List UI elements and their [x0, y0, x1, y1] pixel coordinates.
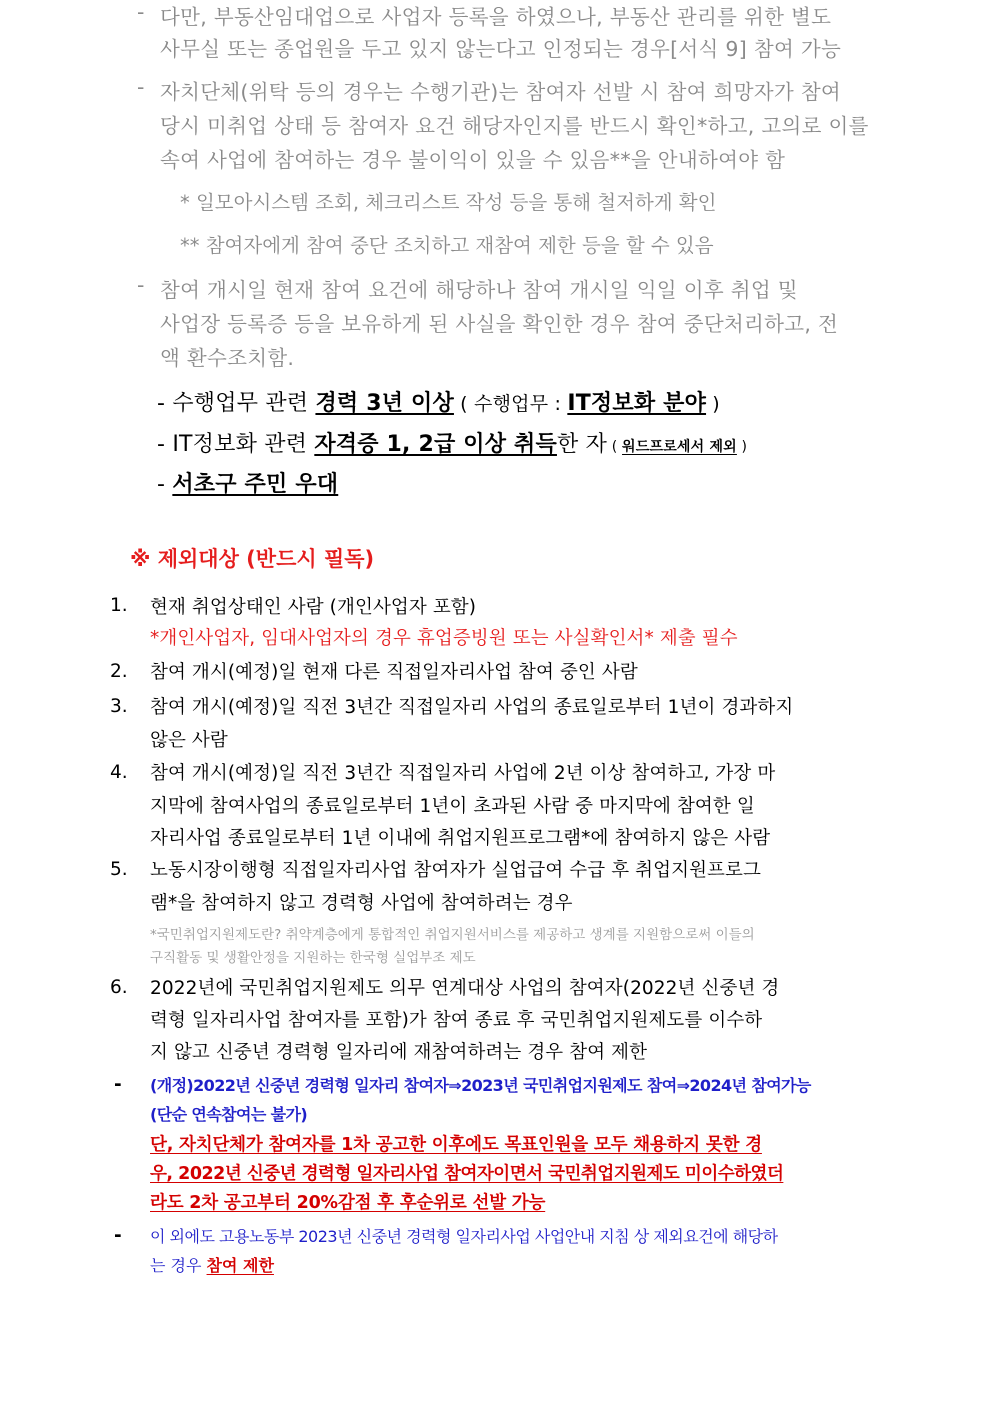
revision-note: (개정)2022년 신중년 경력형 일자리 참여자⇒2023년 국민취업지원제도 참여⇒2024년 참여가능: [150, 1076, 811, 1095]
guide-b2-line2: 당시 미취업 상태 등 참여자 요건 해당자인지를 반드시 확인*하고, 고의로 이를: [160, 114, 869, 138]
preference-career-field: IT정보화 분야: [567, 391, 707, 416]
exclusion-heading: ※ 제외대상 (반드시 필독): [130, 547, 375, 571]
item-text: 현재 취업상태인 사람 (개인사업자 포함): [150, 597, 477, 618]
other-exclusion: 이 외에도 고용노동부 2023년 신중년 경력형 일자리사업 사업안내 지침 상 제외요건에 해당하: [150, 1227, 778, 1246]
preference-certificate-close: ): [736, 439, 748, 455]
other-exclusion-line2: [150, 1253, 274, 1276]
revision-note-detail: (단순 연속참여는 불가): [150, 1105, 308, 1124]
item-text: 참여 개시(예정)일 직전 3년간 직접일자리 사업의 종료일로부터 1년이 경과하지: [150, 697, 794, 718]
item-note: *개인사업자, 임대사업자의 경우 휴업증빙원 또는 사실확인서* 제출 필수: [150, 628, 738, 649]
bullet-dash: -: [137, 273, 145, 297]
item-text: 않은 사람: [150, 730, 228, 751]
guide-b3-line3: 액 환수조치함.: [160, 346, 295, 370]
item-dash: -: [114, 1074, 122, 1095]
preference-career-close: ): [706, 393, 720, 415]
participation-limit: 참여 제한: [206, 1256, 274, 1275]
item-text: 노동시장이행형 직접일자리사업 참여자가 실업급여 수급 후 취업지원프로그: [150, 860, 761, 881]
item-text: 램*을 참여하지 않고 경력형 사업에 참여하려는 경우: [150, 893, 573, 914]
preference-career: [157, 386, 720, 417]
preference-resident-text: 서초구 주민 우대: [172, 472, 339, 497]
preference-certificate-suffix: 한 자: [556, 432, 608, 457]
guide-b2-note2: ** 참여자에게 참여 중단 조치하고 재참여 제한 등을 할 수 있음: [180, 234, 714, 257]
item-text: 력형 일자리사업 참여자를 포함)가 참여 종료 후 국민취업지원제도를 이수하: [150, 1010, 763, 1031]
bullet-dash: -: [137, 75, 145, 99]
item-text: 참여 개시(예정)일 현재 다른 직접일자리사업 참여 중인 사람: [150, 662, 638, 683]
guide-b3-line1: 참여 개시일 현재 참여 요건에 해당하나 참여 개시일 익일 이후 취업 및: [160, 278, 798, 302]
guide-b2-note1: * 일모아시스템 조회, 체크리스트 작성 등을 통해 철저하게 확인: [180, 191, 717, 214]
preference-certificate: [157, 427, 747, 458]
exception-line: 우, 2022년 신중년 경력형 일자리사업 참여자이면서 국민취업지원제도 미이수하였더: [150, 1164, 784, 1184]
item-number: 5.: [110, 859, 128, 880]
guide-b2-line3: 속여 사업에 참여하는 경우 불이익이 있을 수 있음**을 안내하여야 함: [160, 148, 786, 172]
exception-line: 라도 2차 공고부터 20%감점 후 후순위로 선발 가능: [150, 1193, 546, 1213]
exception-line: 단, 자치단체가 참여자를 1차 공고한 이후에도 목표인원을 모두 채용하지 못한 경: [150, 1135, 762, 1155]
guide-b3-line2: 사업장 등록증 등을 보유하게 된 사실을 확인한 경우 참여 중단처리하고, 전: [160, 312, 839, 336]
item-text: 2022년에 국민취업지원제도 의무 연계대상 사업의 참여자(2022년 신중년 경: [150, 978, 780, 999]
item-number: 3.: [110, 696, 128, 717]
item-text: 참여 개시(예정)일 직전 3년간 직접일자리 사업에 2년 이상 참여하고, 가장 마: [150, 763, 776, 784]
item-number: 6.: [110, 977, 128, 998]
item-number: 4.: [110, 762, 128, 783]
preference-resident: [157, 467, 338, 498]
preference-career-task-label: ( 수행업무 :: [453, 393, 568, 415]
preference-certificate-open: (: [607, 439, 623, 455]
item-text: 지막에 참여사업의 종료일로부터 1년이 초과된 사람 중 마지막에 참여한 일: [150, 796, 755, 817]
preference-career-prefix: - 수행업무 관련: [157, 391, 316, 416]
guide-b2-line1: 자치단체(위탁 등의 경우는 수행기관)는 참여자 선발 시 참여 희망자가 참여: [160, 80, 842, 104]
other-exclusion-prefix: 는 경우: [150, 1256, 207, 1275]
item-number: 1.: [110, 595, 128, 616]
preference-certificate-prefix: - IT정보화 관련: [157, 432, 315, 457]
item-dash: -: [114, 1225, 122, 1246]
preference-career-years: 경력 3년 이상: [315, 391, 454, 416]
item-footnote: 구직활동 및 생활안정을 지원하는 한국형 실업부조 제도: [150, 950, 476, 966]
bullet-dash: -: [137, 0, 145, 24]
preference-resident-prefix: -: [157, 472, 173, 497]
preference-certificate-level: 자격증 1, 2급 이상 취득: [314, 432, 557, 457]
item-text: 지 않고 신중년 경력형 일자리에 재참여하려는 경우 참여 제한: [150, 1042, 648, 1063]
preference-certificate-exception: 워드프로세서 제외: [622, 439, 737, 455]
guide-b1-line1: 다만, 부동산임대업으로 사업자 등록을 하였으나, 부동산 관리를 위한 별도: [160, 5, 832, 29]
guide-b1-line2: 사무실 또는 종업원을 두고 있지 않는다고 인정되는 경우[서식 9] 참여 가능: [160, 37, 842, 61]
item-text: 자리사업 종료일로부터 1년 이내에 취업지원프로그램*에 참여하지 않은 사람: [150, 828, 771, 849]
item-footnote: *국민취업지원제도란? 취약계층에게 통합적인 취업지원서비스를 제공하고 생계를 지원함으로써 이들의: [150, 927, 755, 943]
item-number: 2.: [110, 661, 128, 682]
